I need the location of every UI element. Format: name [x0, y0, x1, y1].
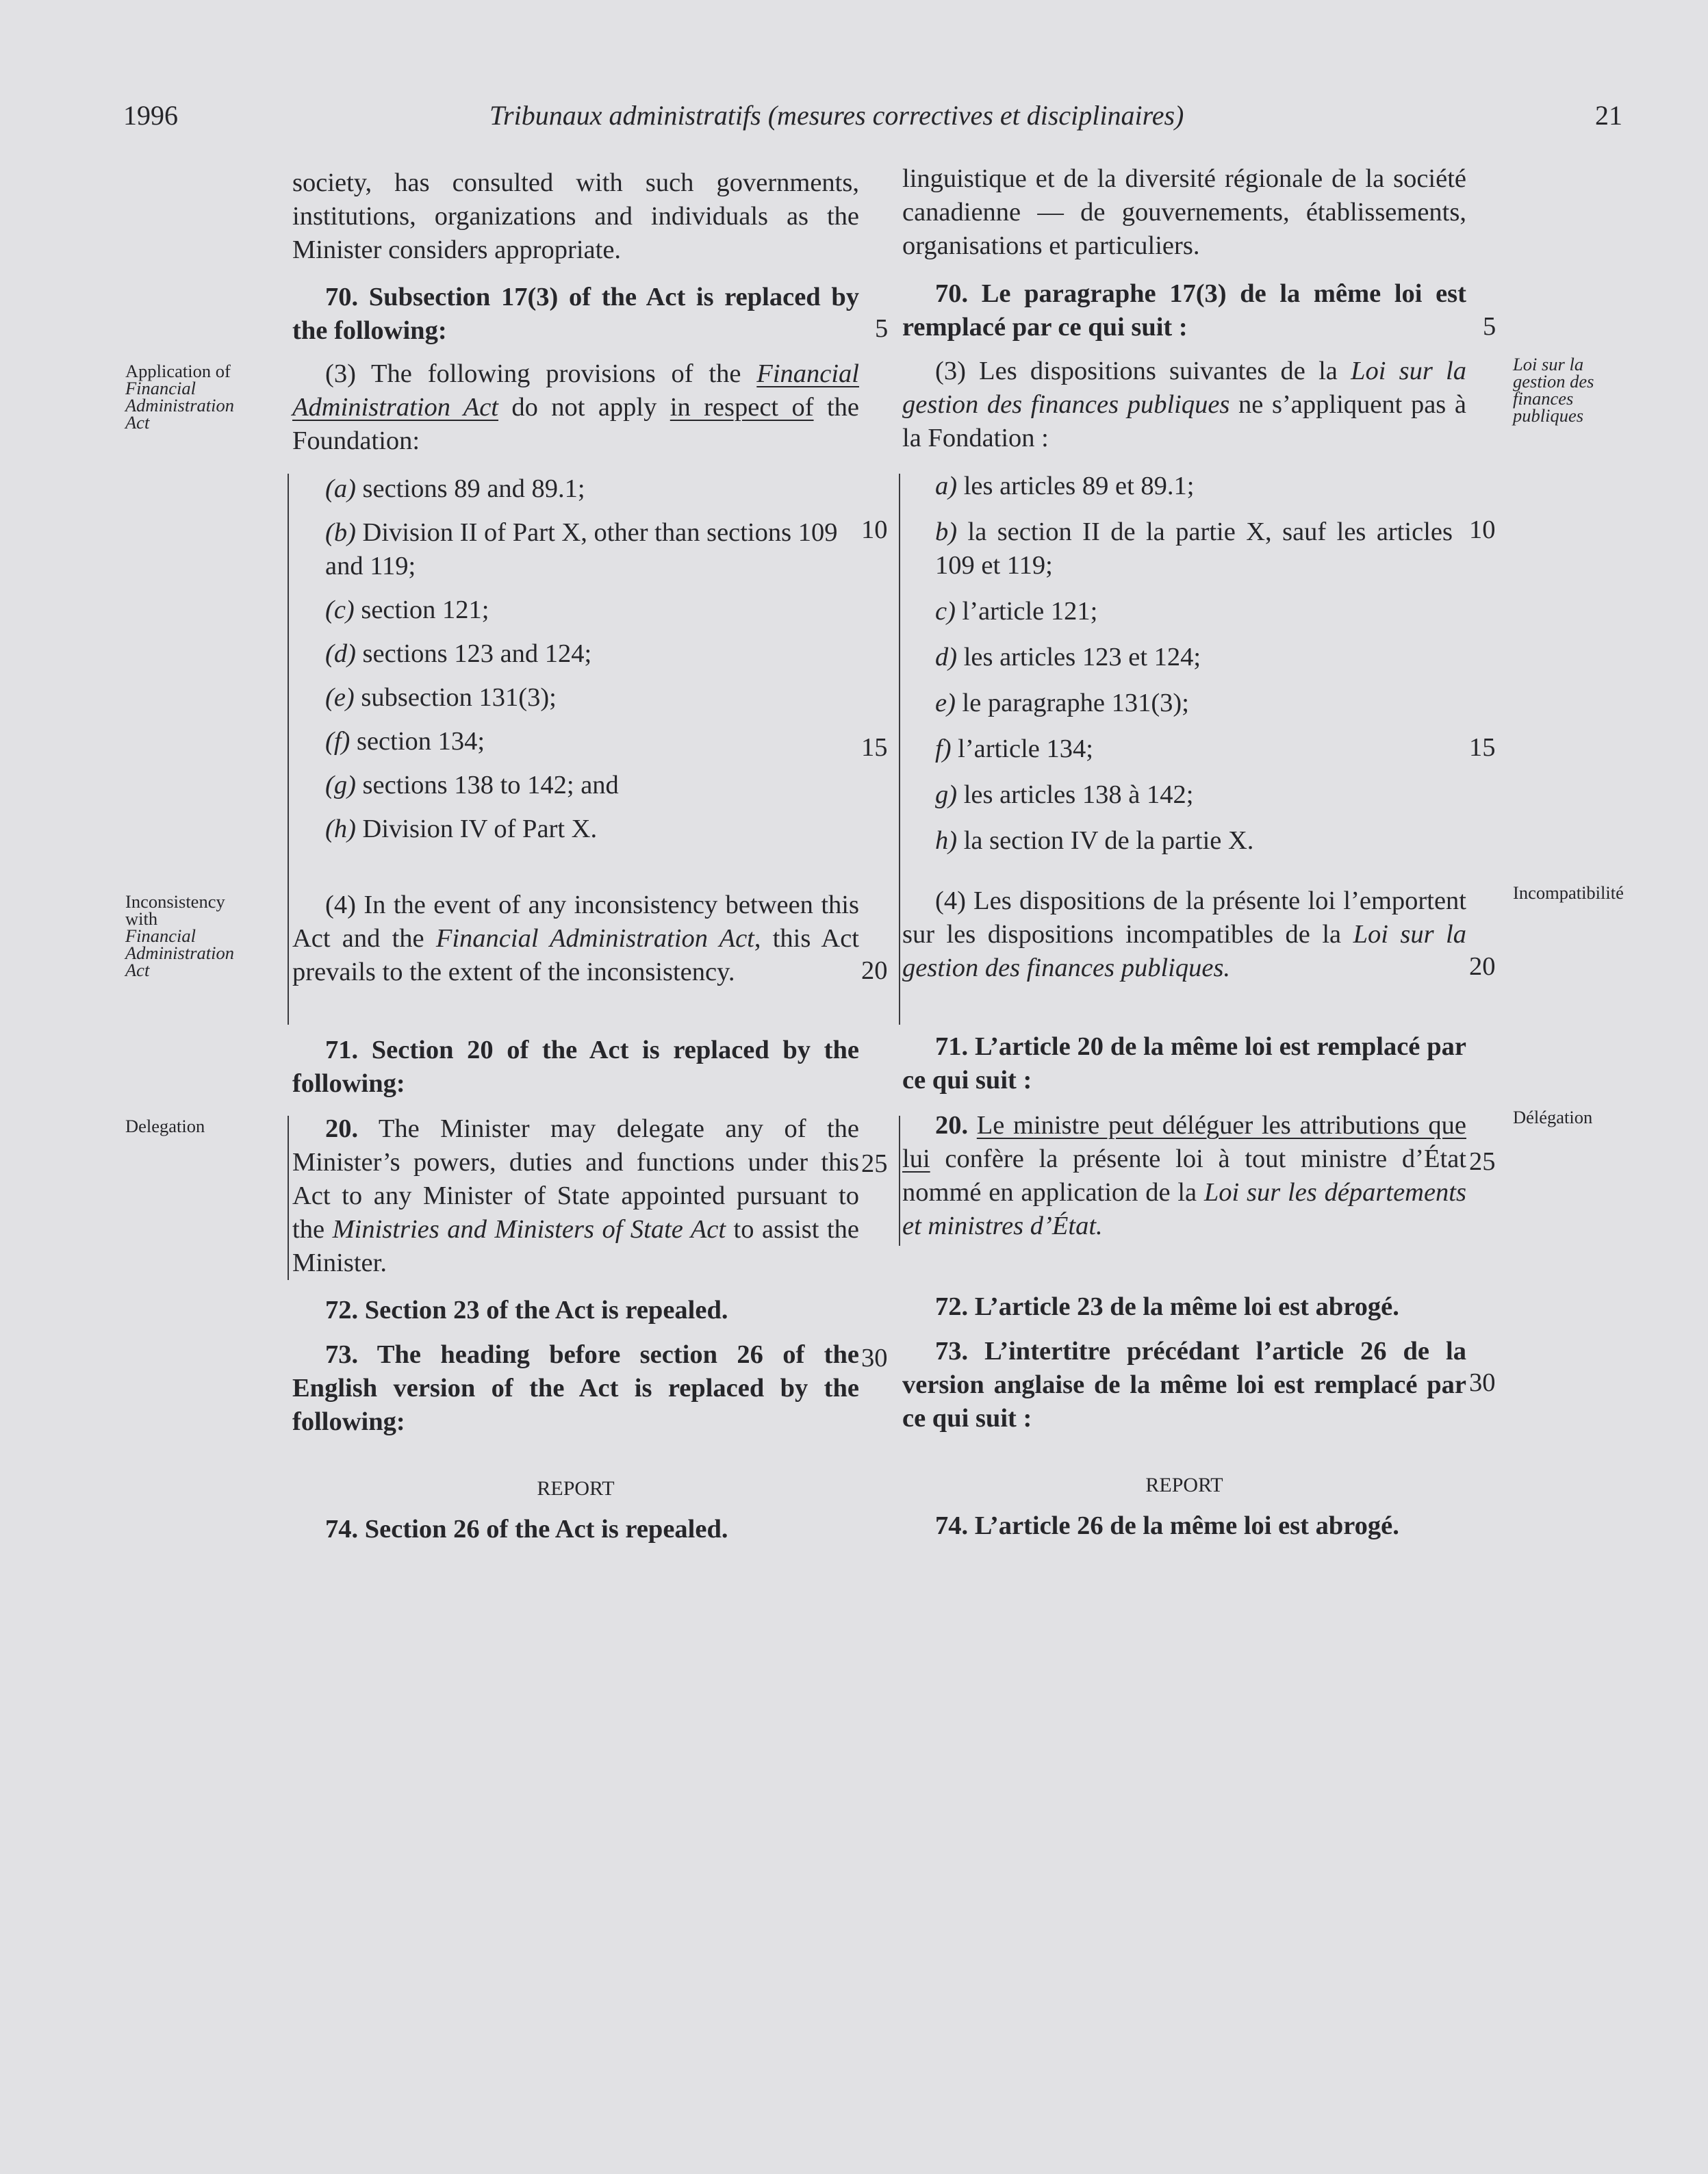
margin-note-application: Application of Financial Administration Act — [125, 361, 235, 433]
margin-note-loi-gestion: Loi sur la gestion des finances publiques — [1513, 354, 1594, 426]
line-number: 30 — [861, 1344, 888, 1372]
en-s70-sub4: (4) In the event of any inconsistency between this Act and the Financial Administration Act, this Act prevails to the extent of the inconsistency. — [292, 891, 860, 986]
list-item: h) la section IV de la partie X. — [935, 826, 1254, 855]
fr-s71-heading: 71. L’article 20 de la même loi est remplacé par ce qui suit : — [902, 1032, 1466, 1095]
fr-s72: 72. L’article 23 de la même loi est abrogé. — [935, 1292, 1399, 1321]
en-s74: 74. Section 26 of the Act is repealed. — [325, 1515, 728, 1544]
fr-report-heading: REPORT — [1145, 1474, 1223, 1496]
list-item: (c) section 121; — [325, 596, 489, 624]
change-bar — [288, 474, 289, 1025]
list-item: e) le paragraphe 131(3); — [935, 689, 1189, 717]
fr-s70-sub4: (4) Les dispositions de la présente loi l’emportent sur les dispositions incompatibles de la Loi sur la gestion des finances publiques. — [902, 886, 1466, 982]
en-s71-heading: 71. Section 20 of the Act is replaced by the following: — [292, 1036, 859, 1098]
line-number: 15 — [861, 733, 888, 762]
line-number: 20 — [1469, 952, 1496, 981]
line-number: 25 — [861, 1149, 888, 1178]
change-bar — [899, 474, 900, 1025]
margin-note-incompatibilite: Incompatibilité — [1513, 882, 1624, 903]
list-item: (b) Division II of Part X, other than sections 109 and 119; — [325, 518, 838, 580]
line-number: 10 — [861, 515, 888, 544]
header-year: 1996 — [123, 100, 178, 131]
list-item: g) les articles 138 à 142; — [935, 780, 1194, 809]
list-item: (f) section 134; — [325, 727, 485, 756]
change-bar — [288, 1116, 289, 1280]
fr-s20: 20. Le ministre peut déléguer les attributions que lui confère la présente loi à tout ministre d’État nommé en application de la Loi sur les départements et ministres d’État. — [902, 1111, 1466, 1240]
line-number: 10 — [1469, 515, 1496, 544]
fr-intro: linguistique et de la diversité régionale de la société canadienne — de gouvernements, établissements, organisations et particuliers. — [902, 164, 1466, 260]
line-number: 25 — [1469, 1147, 1496, 1176]
fr-s70-heading: 70. Le paragraphe 17(3) de la même loi est remplacé par ce qui suit : — [902, 279, 1466, 342]
list-item: (e) subsection 131(3); — [325, 683, 557, 712]
margin-note-inconsistency: Inconsistency with Financial Administration Act — [125, 891, 235, 980]
en-intro: society, has consulted with such governments, institutions, organizations and individuals as the Minister considers appropriate. — [292, 168, 859, 264]
line-number: 20 — [861, 956, 888, 985]
en-s72: 72. Section 23 of the Act is repealed. — [325, 1296, 728, 1325]
en-s70-sub3: (3) The following provisions of the Financial Administration Act do not apply in respect of the Foundation: — [292, 359, 859, 455]
fr-item-list — [902, 470, 1466, 858]
list-item: (h) Division IV of Part X. — [325, 815, 598, 843]
en-s20: 20. The Minister may delegate any of the Minister’s powers, duties and functions under this Act to any Minister of State appointed pursuant to the Ministries and Ministers of State Act to assist the Minister. — [292, 1114, 859, 1277]
line-number: 5 — [875, 314, 889, 343]
page-number: 21 — [1595, 100, 1622, 131]
list-item: (g) sections 138 to 142; and — [325, 771, 619, 800]
list-item: a) les articles 89 et 89.1; — [935, 472, 1195, 500]
fr-s73: 73. L’intertitre précédant l’article 26 de la version anglaise de la même loi est remplacé par ce qui suit : — [902, 1337, 1466, 1433]
margin-note-delegation-fr: Délégation — [1513, 1107, 1593, 1127]
fr-s70-sub3: (3) Les dispositions suivantes de la Loi sur la gestion des finances publiques ne s’appliquent pas à la Fondation : — [902, 357, 1466, 452]
fr-s74: 74. L’article 26 de la même loi est abrogé. — [935, 1511, 1399, 1540]
en-item-list — [292, 472, 859, 846]
en-s73: 73. The heading before section 26 of the English version of the Act is replaced by the following: — [292, 1340, 859, 1436]
list-item: (d) sections 123 and 124; — [325, 639, 592, 668]
list-item: d) les articles 123 et 124; — [935, 643, 1201, 672]
list-item: f) l’article 134; — [935, 734, 1093, 763]
list-item: (a) sections 89 and 89.1; — [325, 474, 585, 503]
list-item: c) l’article 121; — [935, 597, 1098, 626]
list-item: b) la section II de la partie X, sauf les articles 109 et 119; — [935, 517, 1453, 580]
line-number: 30 — [1469, 1368, 1496, 1397]
en-s70-heading: 70. Subsection 17(3) of the Act is replaced by the following: — [292, 283, 859, 345]
line-number: 15 — [1469, 733, 1496, 762]
change-bar — [899, 1116, 900, 1246]
line-number: 5 — [1483, 312, 1496, 341]
margin-note-delegation: Delegation — [125, 1116, 205, 1136]
header-title: Tribunaux administratifs (mesures correctives et disciplinaires) — [489, 100, 1184, 131]
en-report-heading: REPORT — [537, 1477, 615, 1500]
